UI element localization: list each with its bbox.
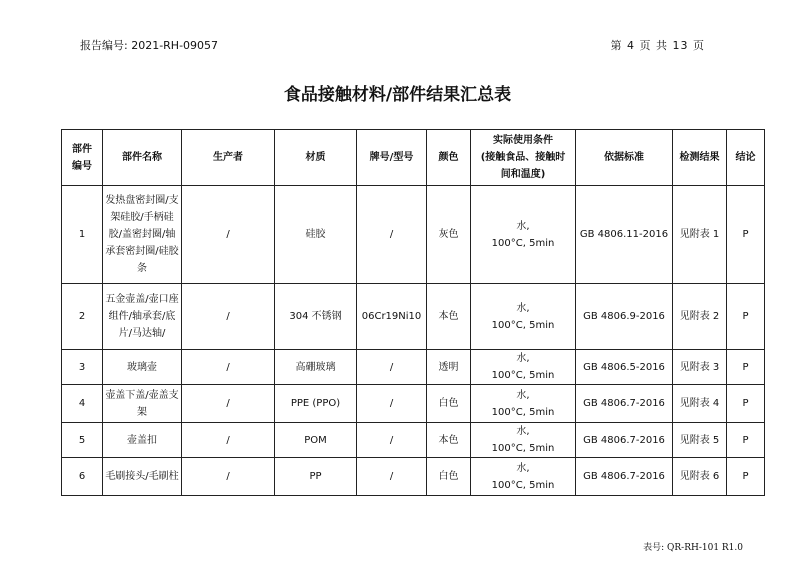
cell-manufacturer: / (182, 423, 275, 458)
cell-color: 本色 (427, 423, 471, 458)
cell-part-name: 壶盖下盖/壶盖支架 (103, 385, 182, 423)
header-color: 颜色 (427, 130, 471, 186)
cell-test-result: 见附表 2 (673, 284, 727, 350)
cell-brand-model: / (357, 350, 427, 385)
table-header-row (62, 130, 765, 186)
cell-material: 304 不锈钢 (275, 284, 357, 350)
table-row (62, 458, 765, 496)
document-title: 食品接触材料/部件结果汇总表 (283, 85, 512, 105)
cell-use-conditions: 水, 100°C, 5min (471, 186, 576, 284)
cell-test-result: 见附表 5 (673, 423, 727, 458)
cell-brand-model: / (357, 423, 427, 458)
cell-conclusion: P (727, 186, 765, 284)
cell-manufacturer: / (182, 284, 275, 350)
table-row (62, 423, 765, 458)
cell-part-no: 2 (62, 284, 103, 350)
cell-color: 白色 (427, 385, 471, 423)
table-row (62, 284, 765, 350)
cell-part-name: 玻璃壶 (103, 350, 182, 385)
cell-part-name: 壶盖扣 (103, 423, 182, 458)
table-row (62, 186, 765, 284)
table-row (62, 350, 765, 385)
page-info: 第 4 页 共 13 页 (610, 39, 705, 52)
header-part-name: 部件名称 (103, 130, 182, 186)
cell-conclusion: P (727, 284, 765, 350)
header-brand-model: 牌号/型号 (357, 130, 427, 186)
cell-color: 灰色 (427, 186, 471, 284)
header-conclusion: 结论 (727, 130, 765, 186)
cell-color: 白色 (427, 458, 471, 496)
cell-test-result: 见附表 3 (673, 350, 727, 385)
cell-standard: GB 4806.11-2016 (576, 186, 673, 284)
cell-part-name: 发热盘密封圈/支架硅胶/手柄硅胶/盖密封圈/轴承套密封圈/硅胶条 (103, 186, 182, 284)
cell-brand-model: / (357, 458, 427, 496)
cell-standard: GB 4806.9-2016 (576, 284, 673, 350)
cell-standard: GB 4806.7-2016 (576, 458, 673, 496)
cell-standard: GB 4806.7-2016 (576, 385, 673, 423)
cell-use-conditions: 水, 100°C, 5min (471, 350, 576, 385)
cell-part-no: 3 (62, 350, 103, 385)
results-summary-table (61, 129, 765, 496)
cell-color: 本色 (427, 284, 471, 350)
cell-use-conditions: 水, 100°C, 5min (471, 458, 576, 496)
cell-standard: GB 4806.7-2016 (576, 423, 673, 458)
cell-part-no: 6 (62, 458, 103, 496)
cell-material: PPE (PPO) (275, 385, 357, 423)
cell-part-no: 1 (62, 186, 103, 284)
header-manufacturer: 生产者 (182, 130, 275, 186)
cell-conclusion: P (727, 385, 765, 423)
cell-conclusion: P (727, 350, 765, 385)
cell-manufacturer: / (182, 385, 275, 423)
cell-part-name: 五金壶盖/壶口座组件/轴承套/底片/马达轴/ (103, 284, 182, 350)
cell-use-conditions: 水, 100°C, 5min (471, 423, 576, 458)
header-use-conditions: 实际使用条件 (接触食品、接触时 间和温度) (471, 130, 576, 186)
cell-manufacturer: / (182, 458, 275, 496)
header-standard: 依据标准 (576, 130, 673, 186)
cell-test-result: 见附表 6 (673, 458, 727, 496)
cell-part-name: 毛刷接头/毛刷柱 (103, 458, 182, 496)
cell-material: 硅胶 (275, 186, 357, 284)
header-test-result: 检测结果 (673, 130, 727, 186)
cell-brand-model: / (357, 186, 427, 284)
cell-standard: GB 4806.5-2016 (576, 350, 673, 385)
cell-color: 透明 (427, 350, 471, 385)
cell-material: PP (275, 458, 357, 496)
cell-manufacturer: / (182, 350, 275, 385)
cell-conclusion: P (727, 458, 765, 496)
cell-test-result: 见附表 1 (673, 186, 727, 284)
cell-test-result: 见附表 4 (673, 385, 727, 423)
cell-use-conditions: 水, 100°C, 5min (471, 284, 576, 350)
report-number: 报告编号: 2021-RH-09057 (80, 39, 219, 52)
cell-part-no: 4 (62, 385, 103, 423)
cell-part-no: 5 (62, 423, 103, 458)
header-part-no: 部件 编号 (62, 130, 103, 186)
cell-brand-model: 06Cr19Ni10 (357, 284, 427, 350)
cell-brand-model: / (357, 385, 427, 423)
form-number: 表号: QR-RH-101 R1.0 (643, 543, 743, 553)
cell-use-conditions: 水, 100°C, 5min (471, 385, 576, 423)
cell-material: 高硼玻璃 (275, 350, 357, 385)
cell-manufacturer: / (182, 186, 275, 284)
table-row (62, 385, 765, 423)
header-material: 材质 (275, 130, 357, 186)
cell-conclusion: P (727, 423, 765, 458)
cell-material: POM (275, 423, 357, 458)
table-body (62, 186, 765, 496)
